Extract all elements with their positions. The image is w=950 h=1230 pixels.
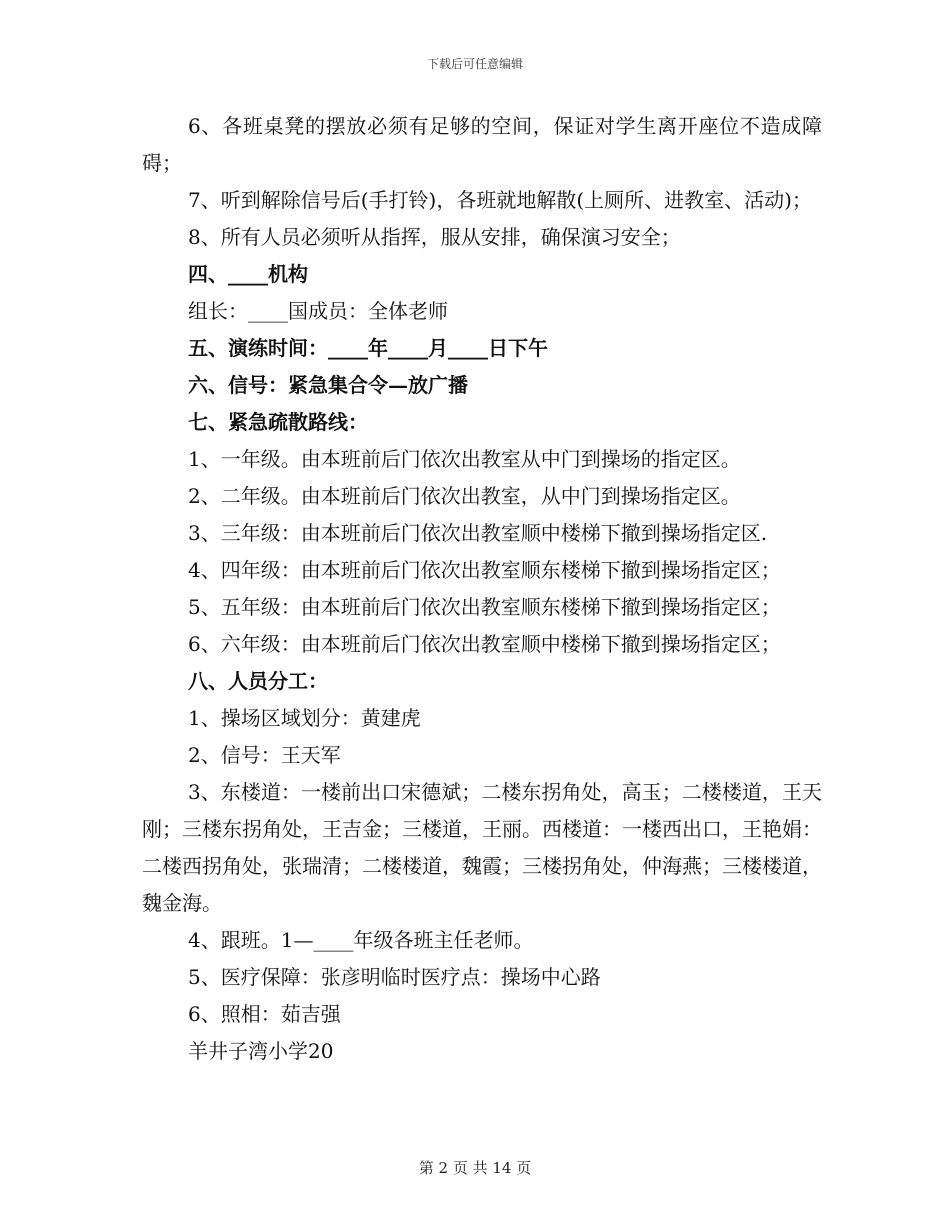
paragraph: 7、听到解除信号后(手打铃)，各班就地解散(上厕所、进教室、活动)； [188, 188, 812, 212]
page-header: 下载后可任意编辑 [426, 57, 523, 71]
list-item: 1、一年级。由本班前后门依次出教室从中门到操场的指定区。 [188, 447, 741, 471]
section-heading: 六、信号：紧急集合令—放广播 [188, 373, 468, 397]
section-heading: 四、____机构 [188, 262, 308, 286]
list-item: 4、跟班。1—____年级各班主任老师。 [188, 928, 534, 952]
list-item: 5、五年级：由本班前后门依次出教室顺东楼梯下撤到操场指定区； [188, 595, 781, 619]
section-heading: 五、演练时间：____年____月____日下午 [188, 336, 548, 360]
list-item: 3、三年级：由本班前后门依次出教室顺中楼梯下撤到操场指定区. [188, 521, 768, 545]
closing-line: 羊井子湾小学20 [188, 1039, 334, 1063]
document-body [142, 108, 822, 1070]
section-heading: 八、人员分工： [188, 669, 328, 693]
list-item: 3、东楼道：一楼前出口宋德斌；二楼东拐角处，高玉；二楼楼道，王天刚；三楼东拐角处，王吉金；三楼道，王丽。西楼道：一楼西出口，王艳娟：二楼西拐角处，张瑞清；二楼楼道，魏霞；三楼拐角处，仲海燕；三楼楼道，魏金海。 [142, 780, 822, 915]
list-item: 4、四年级：由本班前后门依次出教室顺东楼梯下撤到操场指定区； [188, 558, 781, 582]
list-item: 6、六年级：由本班前后门依次出教室顺中楼梯下撤到操场指定区； [188, 632, 781, 656]
list-item: 2、二年级。由本班前后门依次出教室，从中门到操场指定区。 [188, 484, 741, 508]
page-footer: 第 2 页 共 14 页 [418, 1159, 532, 1177]
list-item: 1、操场区域划分：黄建虎 [188, 706, 421, 730]
paragraph: 组长：____国成员：全体老师 [188, 299, 448, 323]
section-heading: 七、紧急疏散路线： [188, 410, 368, 434]
list-item: 2、信号：王天军 [188, 743, 341, 767]
list-item: 5、医疗保障：张彦明临时医疗点：操场中心路 [188, 965, 601, 989]
paragraph: 8、所有人员必须听从指挥，服从安排，确保演习安全； [188, 225, 681, 249]
paragraph: 6、各班桌凳的摆放必须有足够的空间，保证对学生离开座位不造成障碍； [142, 114, 822, 175]
list-item: 6、照相：茹吉强 [188, 1002, 341, 1026]
